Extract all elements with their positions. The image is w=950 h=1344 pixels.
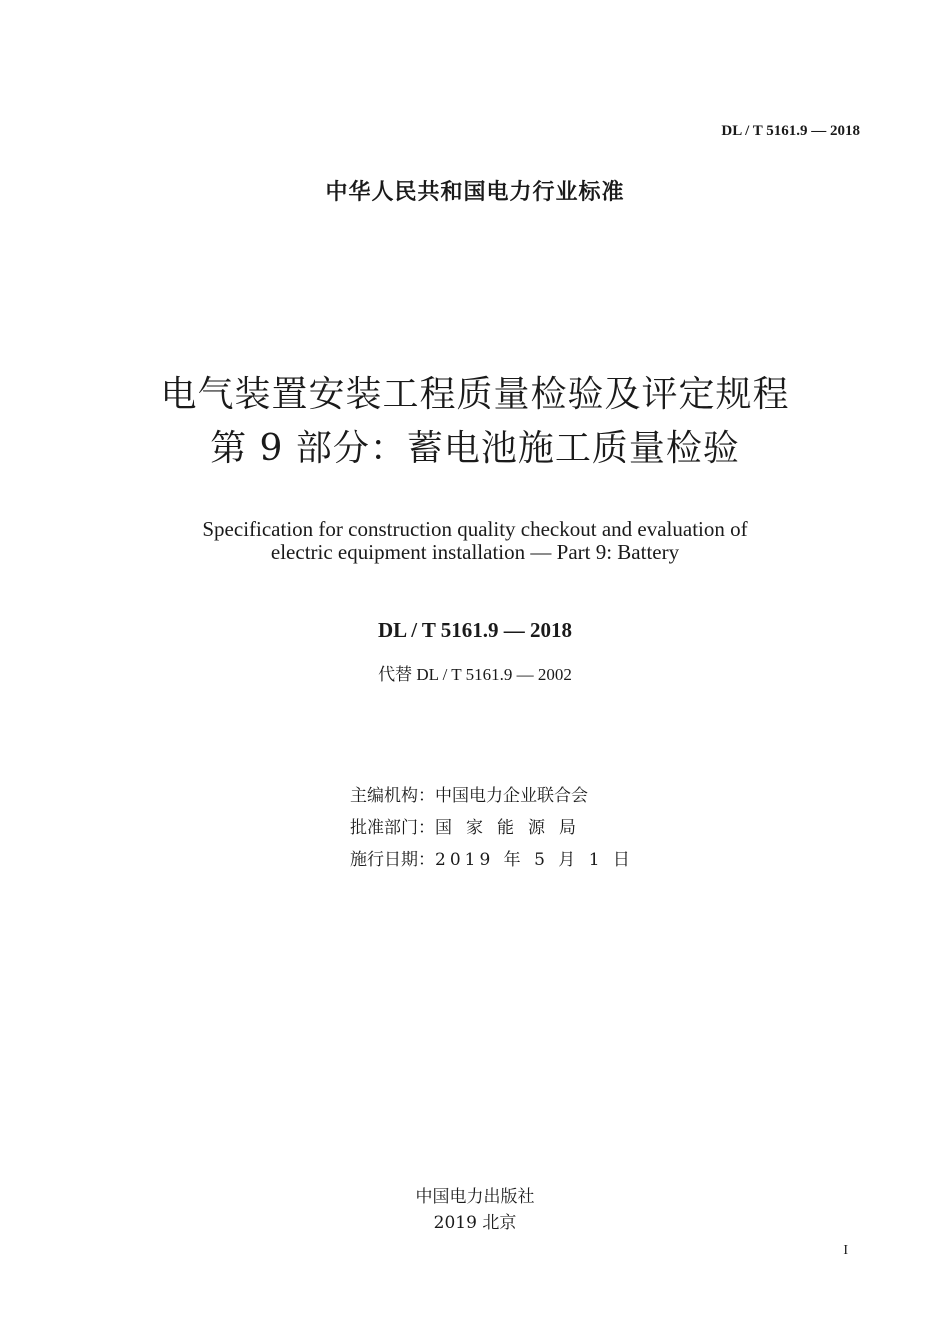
title-english-line-2: electric equipment installation — Part 9: Battery [270,540,680,564]
standard-code-main: DL / T 5161.9 — 2018 [377,618,573,642]
standard-category: 中华人民共和国电力行业标准 [325,180,625,205]
title-english-line-1: Specification for construction quality checkout and evaluation of [202,517,748,541]
publisher-name: 中国电力出版社 [415,1187,535,1207]
approver-value: 国家能源局 [435,818,590,838]
approver-row [350,813,590,838]
title-chinese-line-2: 第 9 部分：蓄电池施工质量检验 [210,428,740,469]
replaces-standard: 代替 DL / T 5161.9 — 2002 [378,665,572,684]
page-number: I [843,1243,848,1258]
standard-code-header: DL / T 5161.9 — 2018 [721,123,860,139]
effective-date-row [350,845,634,870]
editor-label: 主编机构： [350,786,435,806]
approver-label: 批准部门： [350,818,435,838]
editor-organization-row [350,781,588,806]
publication-year-place: 2019 北京 [433,1213,517,1233]
effective-date-value: 2019 年 5 月 1 日 [435,850,634,870]
editor-value: 中国电力企业联合会 [435,786,588,806]
title-chinese-line-1: 电气装置安装工程质量检验及评定规程 [160,374,790,415]
effective-date-label: 施行日期： [350,850,435,870]
